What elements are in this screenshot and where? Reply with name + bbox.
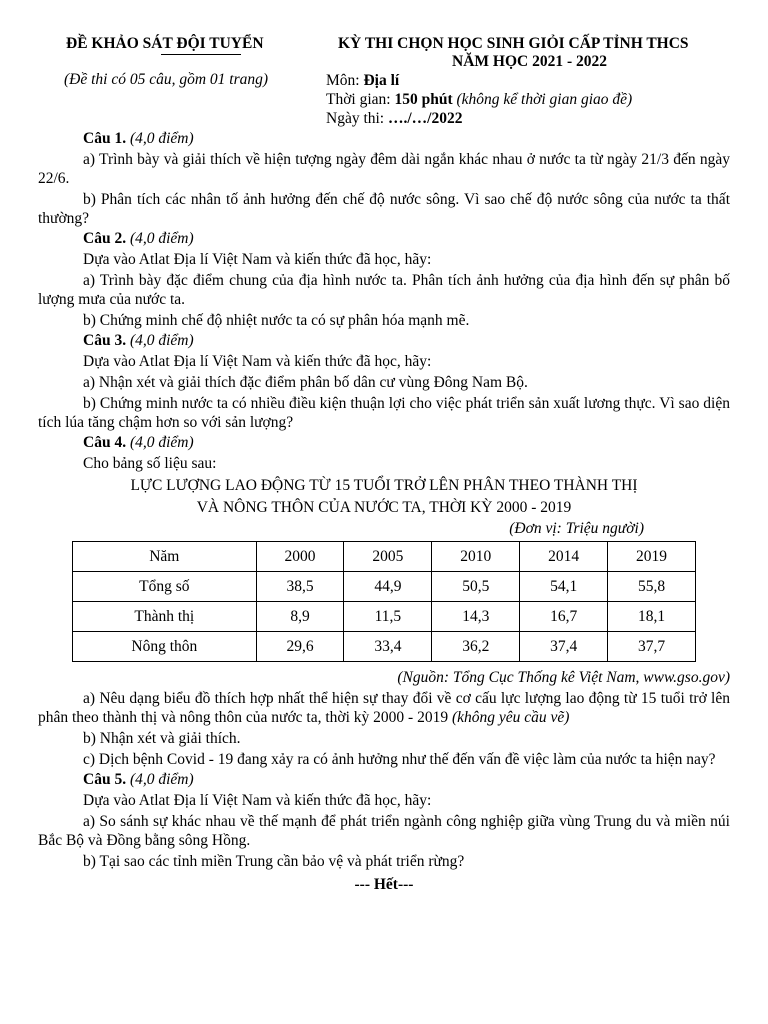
question-1-part-b: b) Phân tích các nhân tố ảnh hưởng đến chế độ nước sông. Vì sao chế độ nước sông của nước ta thất thường? [38,191,730,227]
labor-force-table [72,541,696,662]
question-1-heading: Câu 1. (4,0 điểm) [83,130,194,147]
question-4-heading: Câu 4. (4,0 điểm) [83,434,194,451]
subject-line: Môn: Địa lí [326,72,400,89]
table-cell: 37,4 [520,632,608,662]
table-cell: Tổng số [73,572,257,602]
table-row [73,572,696,602]
table-cell: 2014 [520,542,608,572]
table-cell: 44,9 [344,572,432,602]
question-4-intro: Cho bảng số liệu sau: [83,455,217,472]
table-cell: 38,5 [256,572,344,602]
question-3-part-a: a) Nhận xét và giải thích đặc điểm phân bố dân cư vùng Đông Nam Bộ. [83,374,528,391]
exam-page-note: (Đề thi có 05 câu, gồm 01 trang) [64,71,269,88]
question-2-heading: Câu 2. (4,0 điểm) [83,230,194,247]
question-5-part-a: a) So sánh sự khác nhau về thế mạnh để phát triển ngành công nghiệp giữa vùng Trung du và miền núi Bắc Bộ và Đồng bằng sông Hồng. [38,813,730,849]
question-3-part-b: b) Chứng minh nước ta có nhiều điều kiện thuận lợi cho việc phát triển sản xuất lương thực. Vì sao diện tích lúa tăng chậm hơn so với sản lượng? [38,395,730,431]
table-cell: 54,1 [520,572,608,602]
table-cell: 29,6 [256,632,344,662]
end-marker: --- Hết--- [354,876,414,893]
table-cell: 8,9 [256,602,344,632]
question-4-part-c: c) Dịch bệnh Covid - 19 đang xảy ra có ảnh hưởng như thế đến vấn đề việc làm của nước ta hiện nay? [83,751,716,768]
question-4-part-b: b) Nhận xét và giải thích. [83,730,241,747]
question-2-part-b: b) Chứng minh chế độ nhiệt nước ta có sự phân hóa mạnh mẽ. [83,312,470,329]
question-3-heading: Câu 3. (4,0 điểm) [83,332,194,349]
time-value: 150 phút [394,91,453,108]
table-title-line-2: VÀ NÔNG THÔN CỦA NƯỚC TA, THỜI KỲ 2000 - 2019 [196,499,572,516]
competition-title: KỲ THI CHỌN HỌC SINH GIỎI CẤP TỈNH THCS [338,35,689,52]
question-3-intro: Dựa vào Atlat Địa lí Việt Nam và kiến thức đã học, hãy: [83,353,432,370]
table-cell: 37,7 [608,632,696,662]
question-5-heading: Câu 5. (4,0 điểm) [83,771,194,788]
date-line: Ngày thi: …./…/2022 [326,110,463,127]
exam-header-left [64,34,296,88]
exam-meta [326,71,746,128]
table-source: (Nguồn: Tổng Cục Thống kê Việt Nam, www.gso.gov) [397,669,730,686]
table-cell: 11,5 [344,602,432,632]
table-cell: 33,4 [344,632,432,662]
table-cell: 2000 [256,542,344,572]
table-cell: 2019 [608,542,696,572]
table-row [73,602,696,632]
table-cell: 2005 [344,542,432,572]
table-cell: 18,1 [608,602,696,632]
exam-type-title: ĐỀ KHẢO SÁT ĐỘI TUYỂN [66,35,264,52]
question-5-intro: Dựa vào Atlat Địa lí Việt Nam và kiến thức đã học, hãy: [83,792,432,809]
table-cell: 16,7 [520,602,608,632]
exam-body [38,128,730,894]
question-5-part-b: b) Tại sao các tỉnh miền Trung cần bảo vệ và phát triển rừng? [83,853,465,870]
table-title-line-1: LỰC LƯỢNG LAO ĐỘNG TỪ 15 TUỔI TRỞ LÊN PHÂN THEO THÀNH THỊ [130,477,638,494]
table-cell: 50,5 [432,572,520,602]
table-cell: 36,2 [432,632,520,662]
table-row [73,632,696,662]
table-row [73,542,696,572]
question-4-part-a: a) Nêu dạng biểu đồ thích hợp nhất thể hiện sự thay đổi về cơ cấu lực lượng lao động từ 15 tuổi trở lên phân theo thành thị và nông thôn của nước ta, thời kỳ 2000 - 2019 (không yêu cầu vẽ) [38,690,730,726]
table-cell: 55,8 [608,572,696,602]
school-year: NĂM HỌC 2021 - 2022 [452,53,607,70]
table-cell: 14,3 [432,602,520,632]
table-cell: Năm [73,542,257,572]
title-underline [161,54,241,55]
table-unit: (Đơn vị: Triệu người) [509,520,644,537]
date-value: …./…/2022 [388,110,463,127]
table-cell: 2010 [432,542,520,572]
time-note: (không kể thời gian giao đề) [452,91,633,108]
table-cell: Nông thôn [73,632,257,662]
question-2-intro: Dựa vào Atlat Địa lí Việt Nam và kiến thức đã học, hãy: [83,251,432,268]
question-1-part-a: a) Trình bày và giải thích về hiện tượng ngày đêm dài ngắn khác nhau ở nước ta từ ngày 21/3 đến ngày 22/6. [38,151,730,187]
table-cell: Thành thị [73,602,257,632]
exam-header-right [338,34,738,70]
time-line: Thời gian: 150 phút (không kể thời gian giao đề) [326,91,633,108]
subject-value: Địa lí [363,72,400,89]
question-2-part-a: a) Trình bày đặc điểm chung của địa hình nước ta. Phân tích ảnh hưởng của địa hình đến sự phân bố lượng mưa của nước ta. [38,272,730,308]
